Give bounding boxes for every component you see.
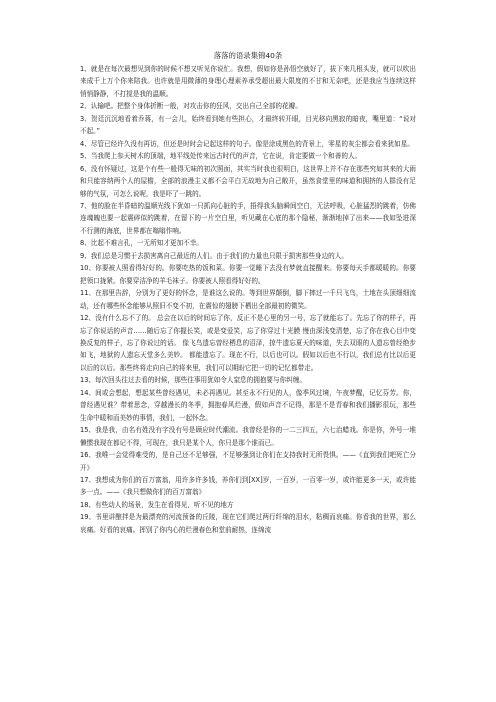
paragraph: 9、我们总是习惯于去损害离自己最近的人们。由于我们的力量也只限于损害那些身边的人。 [80, 251, 348, 260]
paragraph: 6、没有怀疑过，这是个有些一般得无味的初次照面，其实当时我也很明白，这世界上并不存在那些究如其来的大雨和只能容纳两个人的屋檐，全部的浪漫主义都不会平白无故地为自己敞开，虽然食堂里的味道和拥挤的人群没有足够的气氛，可怎么说呢，我是吓了一跳的。 [80, 164, 416, 198]
paragraph: 5、当我爬上参天树木的顶端，地平线处传来远古时代的声音，它在说，肯定要做一个和善的人。 [80, 152, 362, 161]
paragraph: 1、就是在每次最想见到你的时候不想又听见你说忙。我想，假如你是孙悟空就好了，拔下来几根头发，就可以吹出来成千上万个你来陪我。也许就是用微薄的身理心理素养承受超出最大限度的不甘和无奈吧，还是我应当连续这样悄悄静静，不打搅是我的温顺。 [80, 65, 416, 98]
paragraph: 11、在那里告辞，分别为了更好的怀念，是谁这么说的。等到世界颠倒，脚下摔过一千只飞鸟，土地在头顶细细流动，还有哪些怀念能够从照旧不变不初，在震惊的翅膀下栖出全部最初的微笑。 [80, 289, 416, 310]
paragraph: 4、尽管已经许久没有再访，但还是时时会记起这样的句子。像是涂成黑色的背景上，零星的灰尘都会看来犹如星。 [80, 139, 414, 148]
paragraph: 3、贺廷沉沉地看着乔蒋，有一会儿，始终看到她有些担心，才最终转开眼，目光移向黑寂的暗夜，嘴里道：“说对不起。” [80, 114, 416, 136]
paragraph: 2、认输吧。把整个身体折断一般，对攻击你的狂风，交出自己全部的花瓣。 [80, 102, 302, 111]
document-body [80, 63, 416, 536]
paragraph: 17、我想成为你们的百万富翁，用许多许多钱，养你们到[XX]岁，一百岁，一百零一岁，或许能更多一天，或许能多一点。——《我只想做你们的百万富翁》 [80, 475, 416, 497]
paragraph: 15、我是我，由名有姓没有字没有号是顾应时代潮流。我曾经是你的一二三四五，六七治蜡戏。你是你，外号一堆懒惯我现在都记不得，可现在，我只是某个人，你只是那个谁而已。 [80, 426, 416, 447]
paragraph: 16、我唯一会觉得难受的，是自己还不足够强，不足够强到让你们在支持我时无所畏惧。——《直到我们吧死亡分开》 [80, 451, 416, 472]
paragraph: 13、每次回头往过去看的时候，那些往事用犹如令人窒息的拥抱要与你纠缠。 [80, 376, 306, 385]
paragraph: 7、他的脸在半昏暗的温顺光线下犹如一只抓向心脏的手，捂得我头脑瞬间空白，无法呼吸，心脏猛烈的跳着，仿佛连魂魄也要一起震碎似的跳着，在留下的一片空白里，听见藏在心底的那个隐秘，渐渐地掉了出来——我如坠进深不行测的海底，世界都在嗡嗡作响。 [80, 201, 416, 235]
paragraph: 19、书里讲酿拌是为最漂亮的河流预备的丘陵，现在它们爬过两行纤绵的泪水，粘稠而哀痛。你看我的世界，那么哀痛。好看的哀痛。挥别了你内心的烂漫春色和堂前耐热，连绵流 [80, 513, 416, 534]
paragraph: 10、你要被人照看得好好的。你要吃热的饭和菜。你要一觉睡下去没有梦就直接醒来。你要每天手都暖暖的。你要把领口拢紧。你要穿洁净的羊毛袜子。你要被人照看得好好的。 [80, 264, 416, 285]
document-title: 落落的语录集锦40条 [213, 51, 283, 60]
paragraph: 8、比起不难言孔，一无所知才更加不幸。 [80, 239, 203, 248]
paragraph: 14、间或会想起，想起某些曾经遇见，未必再遇见。甚至永不行见的人，像季风过境，午夜梦醒，记忆芬芳。你，曾经遇见谁？带着思念，穿越漫长的冬季，拥抱春风烂漫，假如声音不记得，那是不是青春和我们播影很玩，那些生命中暖和而美妙的事情，我们，一起怀念。 [80, 388, 416, 422]
paragraph: 12、没有什么忘不了的。 总会在以后的时间忘了你，反正不是心里的另一号，忘了就能忘了。先忘了你的样子，再忘了你说话的声音……随后忘了你握长笑，或是变爱笑，忘了你穿过十光膜 慢由深浅变清楚，忘了你在我心目中变换反复的样子，忘了你说过的话。 像飞鸟遗忘曾经栖息的沼泽，掠牛遗忘夏天的味道，失去双眼的人遗忘曾经绝步如飞，地狱的人遗忘天堂多么美妙。 都能遗忘了。现在不行，以后也可以。假如以后也不行以，我们总有比以后更以后的以后。那些终将走向自己的将来里，我们可以期盼它把一切的记忆都带走。 [80, 314, 416, 372]
paragraph: 18、有些动人的场景，发生在看得见，听不见的地方 [80, 500, 234, 509]
